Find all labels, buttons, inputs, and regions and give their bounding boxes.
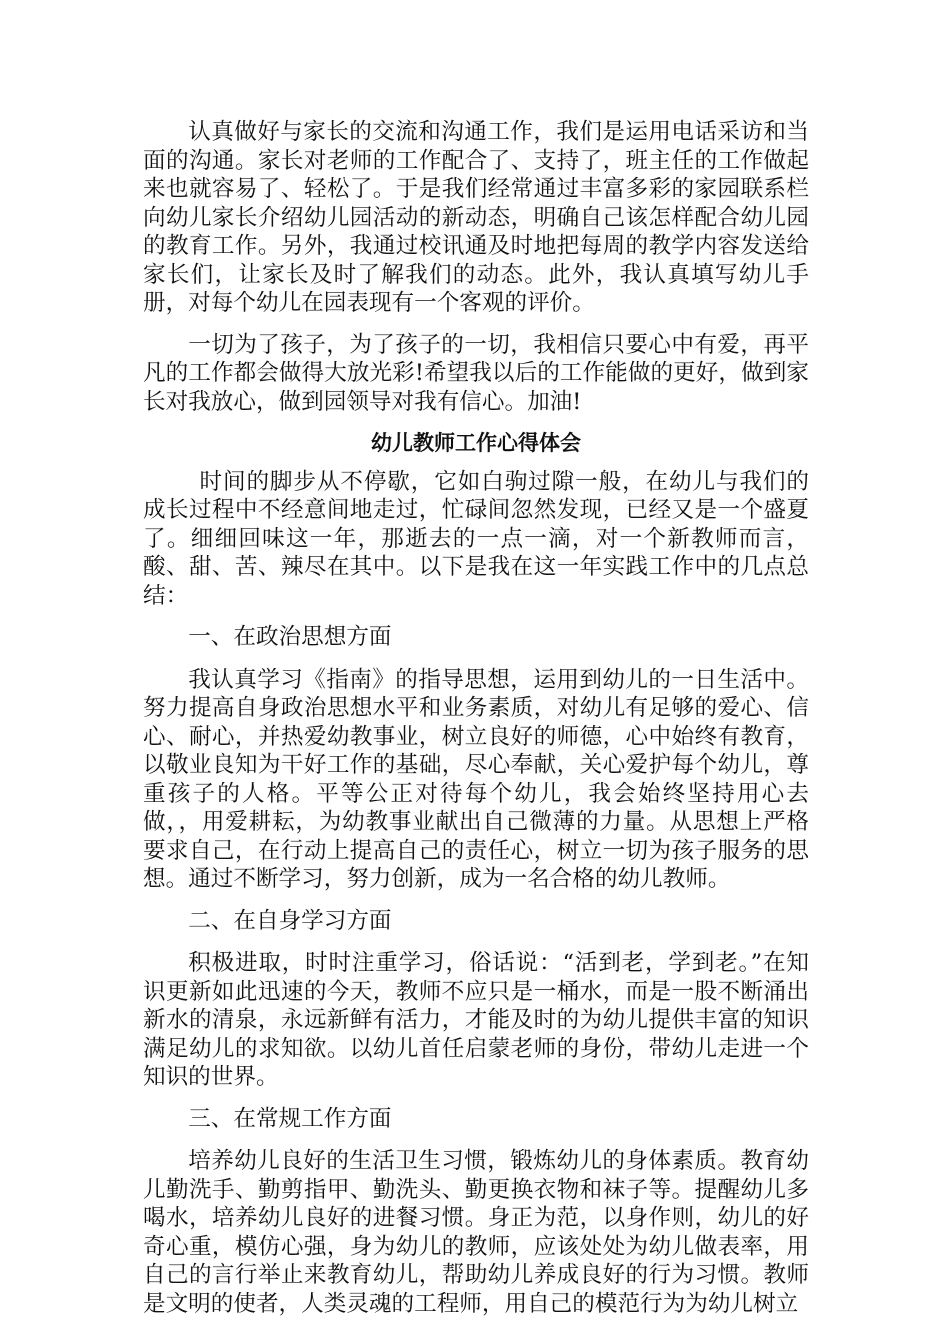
section-heading-study: 二、在自身学习方面 — [188, 907, 392, 934]
section-body-politics: 我认真学习《指南》的指导思想，运用到幼儿的一日生活中。努力提高自身政治思想水平和业务素质，对幼儿有足够的爱心、信心、耐心，并热爱幼教事业，树立良好的师德，心中始终有教育，以敬业良知为干好工作的基础，尽心奉献，关心爱护每个幼儿，尊重孩子的人格。平等公正对待每个幼儿，我会始终坚持用心去做，，用爱耕耘，为幼教事业献出自己微薄的力量。从思想上严格要求自己，在行动上提高自己的责任心，树立一切为孩子服务的思想。通过不断学习，努力创新，成为一名合格的幼儿教师。 — [143, 666, 809, 892]
section-body-study: 积极进取，时时注重学习，俗话说：“活到老，学到老。”在知识更新如此迅速的今天，教师不应只是一桶水，而是一股不断涌出新水的清泉，永远新鲜有活力，才能及时的为幼儿提供丰富的知识满足幼儿的求知欲。以幼儿首任启蒙老师的身份，带幼儿走进一个知识的世界。 — [143, 950, 809, 1090]
section-body-routine: 培养幼儿良好的生活卫生习惯，锻炼幼儿的身体素质。教育幼儿勤洗手、勤剪指甲、勤洗头、勤更换衣物和袜子等。提醒幼儿多喝水，培养幼儿良好的进餐习惯。身正为范，以身作则，幼儿的好奇心重，模仿心强，身为幼儿的教师，应该处处为幼儿做表率，用自己的言行举止来教育幼儿，帮助幼儿养成良好的行为习惯。教师是文明的使者，人类灵魂的工程师，用自己的模范行为为幼儿树立 — [143, 1148, 809, 1317]
document-page — [143, 118, 809, 1331]
paragraph-parent-communication: 认真做好与家长的交流和沟通工作，我们是运用电话采访和当面的沟通。家长对老师的工作配合了、支持了，班主任的工作做起来也就容易了、轻松了。于是我们经常通过丰富多彩的家园联系栏向幼儿家长介绍幼儿园活动的新动态，明确自己该怎样配合幼儿园的教育工作。另外，我通过校讯通及时地把每周的教学内容发送给家长们，让家长及时了解我们的动态。此外，我认真填写幼儿手册，对每个幼儿在园表现有一个客观的评价。 — [143, 119, 809, 316]
section-heading-politics: 一、在政治思想方面 — [188, 624, 392, 650]
paragraph-closing: 一切为了孩子，为了孩子的一切，我相信只要心中有爱，再平凡的工作都会做得大放光彩!希望我以后的工作能做的更好，做到家长对我放心，做到园领导对我有信心。加油! — [143, 331, 809, 415]
article-title: 幼儿教师工作心得体会 — [371, 431, 581, 455]
paragraph-intro: 时间的脚步从不停歇，它如白驹过隙一般，在幼儿与我们的成长过程中不经意间地走过，忙碌间忽然发现，已经又是一个盛夏了。细细回味这一年，那逝去的一点一滴，对一个新教师而言，酸、甜、苦、辣尽在其中。以下是我在这一年实践工作中的几点总结： — [143, 468, 809, 609]
section-heading-routine: 三、在常规工作方面 — [188, 1105, 392, 1132]
